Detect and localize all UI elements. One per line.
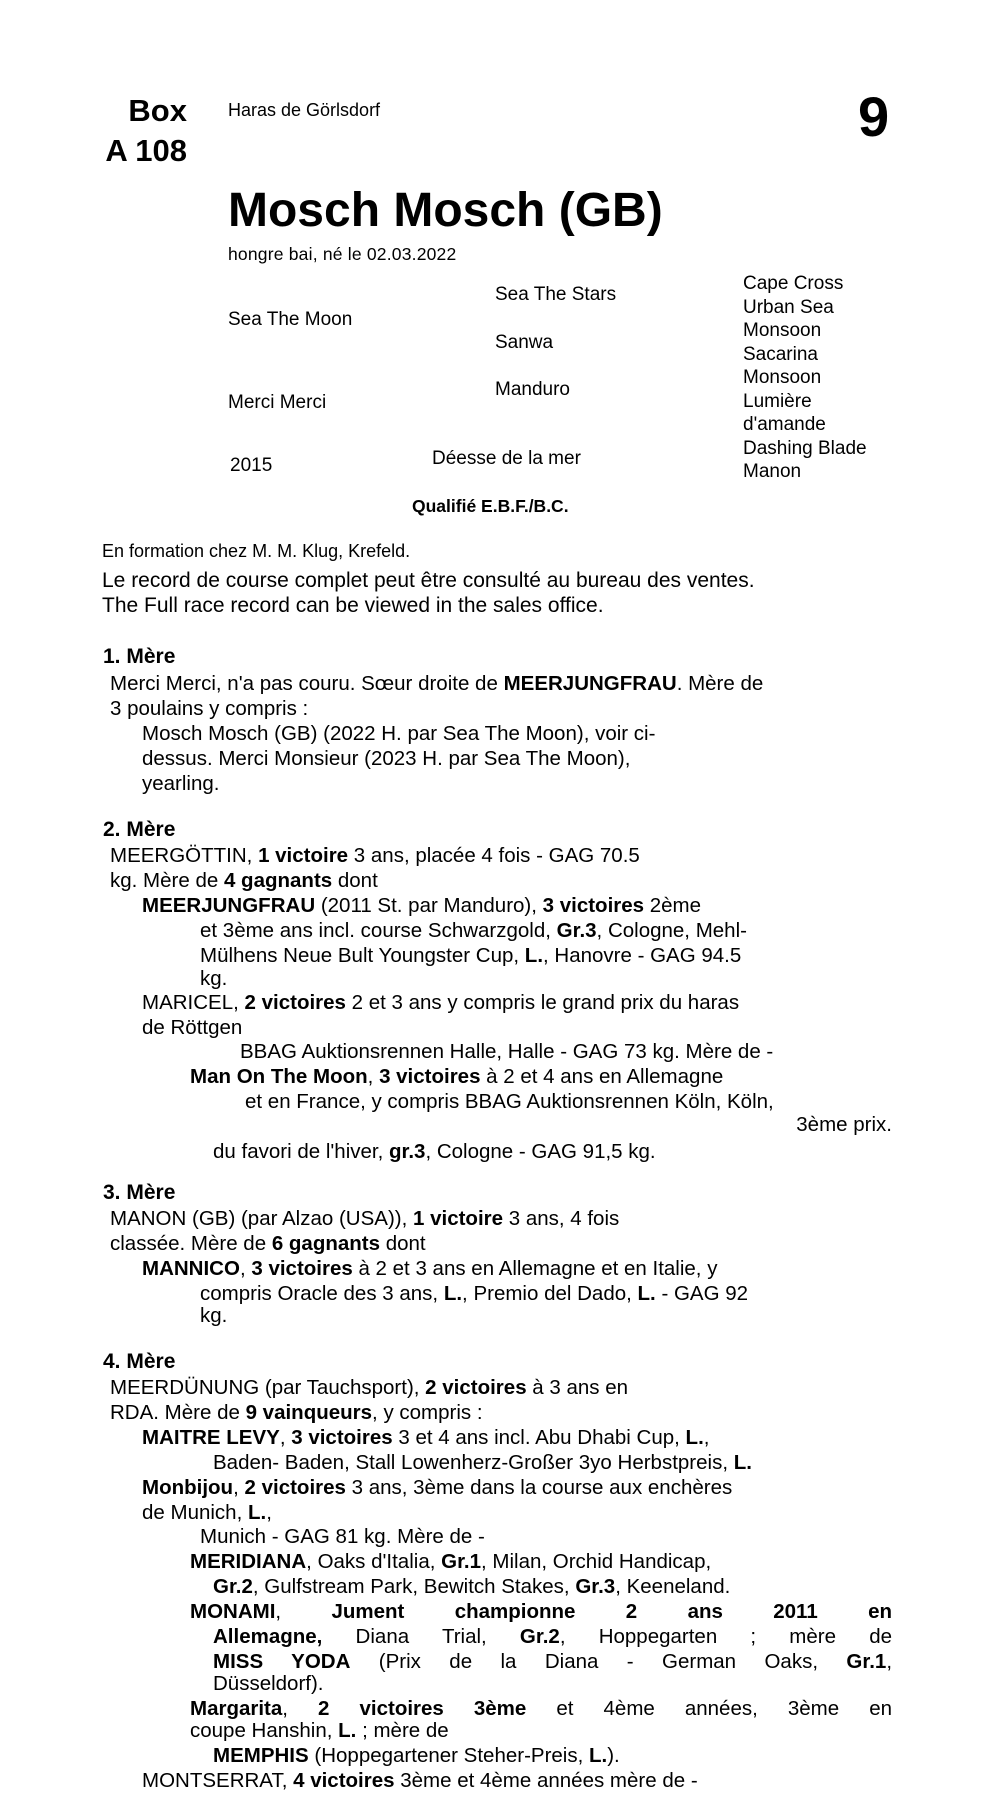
section-4-line [213,1672,324,1696]
section-3-line [200,1304,227,1328]
line-text: , Gulfstream Park, Bewitch Stakes, [252,1575,576,1598]
emphasis-text: 3 victoires [542,894,645,917]
pedigree-dam-dam: Déesse de la mer [432,448,581,469]
emphasis-text: L. [247,1501,267,1524]
section-2-line [213,1140,656,1164]
pedigree-ancestor: Lumière [743,390,812,412]
line-text: Baden- Baden, Stall Lowenherz-Großer 3yo Herbstpreis, [213,1451,734,1474]
line-text: coupe Hanshin, [190,1719,339,1742]
pedigree-third-generation [743,272,867,484]
line-text: , y compris : [372,1401,483,1424]
line-text: , Premio del Dado, [462,1282,638,1305]
emphasis-text: MEMPHIS [213,1744,309,1767]
pedigree-ancestor: Sacarina [743,343,818,365]
emphasis-text: 3 victoires [379,1065,481,1088]
box-number: A 108 [105,133,187,168]
pedigree-dam: Merci Merci [228,392,327,413]
section-1-line [110,697,308,721]
line-text: MONTSERRAT, [142,1769,294,1792]
line-text: MEERDÜNUNG (par Tauchsport), [110,1376,426,1399]
pedigree-sire: Sea The Moon [228,309,353,330]
emphasis-text: 2 victoires 3 [318,1697,486,1720]
line-text: MEERGÖTTIN, [110,844,259,867]
section-3-line [110,1232,426,1256]
emphasis-text: Monbijou [142,1476,234,1499]
section-4-line [190,1550,711,1574]
emphasis-text: L. [589,1744,608,1767]
line-text: RDA. Mère de [110,1401,246,1424]
line-text: 2 et 3 ans y compris le grand prix du haras [345,991,740,1014]
emphasis-text: Man On The Moon [190,1065,368,1088]
line-text: kg. [200,1304,228,1327]
line-text: (Hoppegartener Steher-Preis, [308,1744,589,1767]
line-text: , [266,1501,272,1524]
training-info: En formation chez M. M. Klug, Krefeld. [102,541,411,561]
race-record-note-en: The Full race record can be viewed in the sales office. [102,594,604,617]
emphasis-text: Margarita [190,1697,283,1720]
section-4-line [142,1501,272,1525]
line-text: , [279,1426,292,1449]
section-4-line [213,1650,892,1674]
section-4-line [190,1719,449,1743]
section-2-line [200,919,747,943]
line-text: 3ème prix. [796,1113,892,1136]
line-text: ; mère de [356,1719,449,1742]
line-text: et 4ème années, 3ème en [526,1697,892,1720]
line-text: à 2 et 3 ans en Allemagne et en Italie, y [352,1257,718,1280]
line-text: 3 ans, 4 fois [503,1207,620,1230]
line-text: et 3ème ans incl. course Schwarzgold, [200,919,557,942]
emphasis-text: 3 victoires [251,1257,353,1280]
pedigree-ancestor: d'amande [743,414,826,435]
emphasis-text: 1 victoire [258,844,349,867]
section-2-line [245,1090,774,1114]
line-text: dont [332,869,378,892]
emphasis-text: L. [443,1282,463,1305]
section-2-line [110,869,378,893]
line-text: Munich - GAG 81 kg. Mère de - [200,1525,485,1548]
pedigree-sire-dam: Sanwa [495,332,554,353]
pedigree-dam-year: 2015 [230,455,273,476]
emphasis-text: L. [685,1426,704,1449]
emphasis-text: Gr.3 [556,919,597,942]
line-text: , [275,1600,332,1623]
line-text: dessus. Merci Monsieur (2023 H. par Sea The Moon), [142,747,631,770]
section-2-line [190,1065,723,1089]
line-text: BBAG Auktionsrennen Halle, Halle - GAG 73 kg. Mère de - [240,1040,774,1063]
line-text: ). [607,1744,620,1767]
emphasis-text: L. [338,1719,357,1742]
emphasis-text: Allemagne, [213,1625,323,1648]
horse-name: Mosch Mosch (GB) [228,184,663,237]
emphasis-text: Gr.1 [441,1550,482,1573]
emphasis-text: Gr.3 [575,1575,616,1598]
emphasis-text: MEERJUNGFRAU [142,894,316,917]
line-text: classée. Mère de [110,1232,272,1255]
section-4-line [142,1476,732,1500]
section-3-line [142,1257,717,1281]
line-text: 3 ans, 3ème dans la course aux enchères [345,1476,733,1499]
line-text: dont [380,1232,426,1255]
line-text: , Cologne, Mehl- [596,919,747,942]
emphasis-text: MISS YODA [213,1650,351,1673]
emphasis-text: 2 victoires [244,1476,346,1499]
section-2-line [142,894,701,918]
section-4-line [142,1426,709,1450]
section-2-line [200,967,227,991]
section-4-line [213,1744,620,1768]
lot-number: 9 [858,85,890,148]
line-text: 2ème [644,894,702,917]
emphasis-text: ème [485,1697,527,1720]
section-heading-3: 3. Mère [103,1181,176,1204]
line-text: MARICEL, [142,991,245,1014]
emphasis-text: Gr.2 [519,1625,560,1648]
line-text: , Milan, Orchid Handicap, [481,1550,712,1573]
emphasis-text: MERIDIANA [190,1550,307,1573]
section-heading-2: 2. Mère [103,818,176,841]
line-text: à 2 et 4 ans en Allemagne [480,1065,724,1088]
emphasis-text: gr.3 [388,1140,426,1163]
section-4-line [110,1376,628,1400]
race-record-note-fr: Le record de course complet peut être consulté au bureau des ventes. [102,569,755,592]
section-4-line [200,1525,485,1549]
section-heading-1: 1. Mère [103,645,176,668]
section-4-line [142,1769,698,1793]
emphasis-text: 4 gagnants [223,869,333,892]
line-text: 3 et 4 ans incl. Abu Dhabi Cup, [392,1426,686,1449]
line-text: (Prix de la Diana - German Oaks, [350,1650,847,1673]
section-2-line [200,944,741,968]
emphasis-text: Gr.2 [213,1575,253,1598]
section-3-line [110,1207,619,1231]
section-2-line [240,1040,773,1064]
line-text: de Röttgen [142,1016,243,1039]
section-2-line [110,844,640,868]
line-text: 3 poulains y compris : [110,697,309,720]
section-heading-4: 4. Mère [103,1350,176,1373]
line-text: compris Oracle des 3 ans, [200,1282,444,1305]
section-3-line [200,1282,748,1306]
box-label: Box [128,93,187,128]
section-4-line [213,1575,730,1599]
emphasis-text: L. [524,944,544,967]
section-1-line [142,772,220,796]
line-text: Düsseldorf). [213,1672,324,1695]
line-text: , Hanovre - GAG 94.5 [543,944,742,967]
line-text: Mosch Mosch (GB) (2022 H. par Sea The Moon), voir ci- [142,722,656,745]
line-text: , [233,1476,245,1499]
emphasis-text: Gr.1 [846,1650,887,1673]
pedigree-ancestor: Cape Cross [743,273,844,294]
line-text: kg. [200,967,228,990]
line-text: , Cologne - GAG 91,5 kg. [425,1140,656,1163]
line-text: 3ème et 4ème années mère de - [394,1769,698,1792]
section-2-line [796,1113,892,1137]
pedigree-ancestor: Monsoon [743,320,822,341]
emphasis-text: 1 victoire [413,1207,504,1230]
line-text: et en France, y compris BBAG Auktionsrennen Köln, Köln, [245,1090,774,1113]
section-4-line [213,1451,752,1475]
emphasis-text: 9 vainqueurs [245,1401,373,1424]
emphasis-text: L. [733,1451,752,1474]
qualification: Qualifié E.B.F./B.C. [412,496,569,516]
line-text: 3 ans, placée 4 fois - GAG 70.5 [348,844,640,867]
line-text: yearling. [142,772,220,795]
line-text: , [703,1426,710,1449]
section-4-line [190,1600,892,1624]
line-text: , Hoppegarten ; mère de [559,1625,892,1648]
section-2-line [142,1016,242,1040]
line-text: MANON (GB) (par Alzao (USA)), [110,1207,413,1230]
line-text: , [239,1257,252,1280]
line-text: kg. Mère de [110,869,224,892]
line-text: du favori de l'hiver, [213,1140,389,1163]
section-4-line [213,1625,892,1649]
line-text: Mülhens Neue Bult Youngster Cup, [200,944,525,967]
pedigree-ancestor: Manon [743,461,802,482]
line-text: à 3 ans en [526,1376,629,1399]
emphasis-text: Jument championne 2 ans 2011 en [331,1600,892,1623]
pedigree-dam-sire: Manduro [495,379,570,400]
emphasis-text: 3 victoires [291,1426,393,1449]
line-text: Merci Merci, n'a pas couru. Sœur droite de [110,672,504,695]
breeder-name: Haras de Görlsdorf [228,100,381,120]
line-text: (2011 St. par Manduro), [315,894,543,917]
line-text: , [886,1650,893,1673]
pedigree-ancestor: Dashing Blade [743,437,867,459]
emphasis-text: MAITRE LEVY [142,1426,280,1449]
section-2-line [142,991,739,1015]
line-text: , Oaks d'Italia, [306,1550,442,1573]
section-1-line [110,672,763,696]
emphasis-text: MEERJUNGFRAU [503,672,677,695]
pedigree-ancestor: Monsoon [743,367,822,388]
section-1-line [142,747,630,771]
line-text: , [367,1065,380,1088]
line-text: - GAG 92 [655,1282,749,1305]
line-text: , Keeneland. [615,1575,731,1598]
section-4-line [190,1697,892,1721]
pedigree-sire-sire: Sea The Stars [495,284,617,305]
line-text: . Mère de [676,672,764,695]
section-4-line [110,1401,483,1425]
race-record-note [102,568,755,618]
emphasis-text: MANNICO [142,1257,240,1280]
emphasis-text: 2 victoires [425,1376,527,1399]
section-1-line [142,722,655,746]
horse-description: hongre bai, né le 02.03.2022 [228,244,457,264]
emphasis-text: 4 victoires [293,1769,395,1792]
line-text: de Munich, [142,1501,248,1524]
emphasis-text: MONAMI [190,1600,276,1623]
line-text: Diana Trial, [322,1625,520,1648]
line-text: , [282,1697,319,1720]
emphasis-text: L. [637,1282,656,1305]
emphasis-text: 6 gagnants [271,1232,381,1255]
emphasis-text: 2 victoires [244,991,346,1014]
pedigree-ancestor: Urban Sea [743,296,834,318]
